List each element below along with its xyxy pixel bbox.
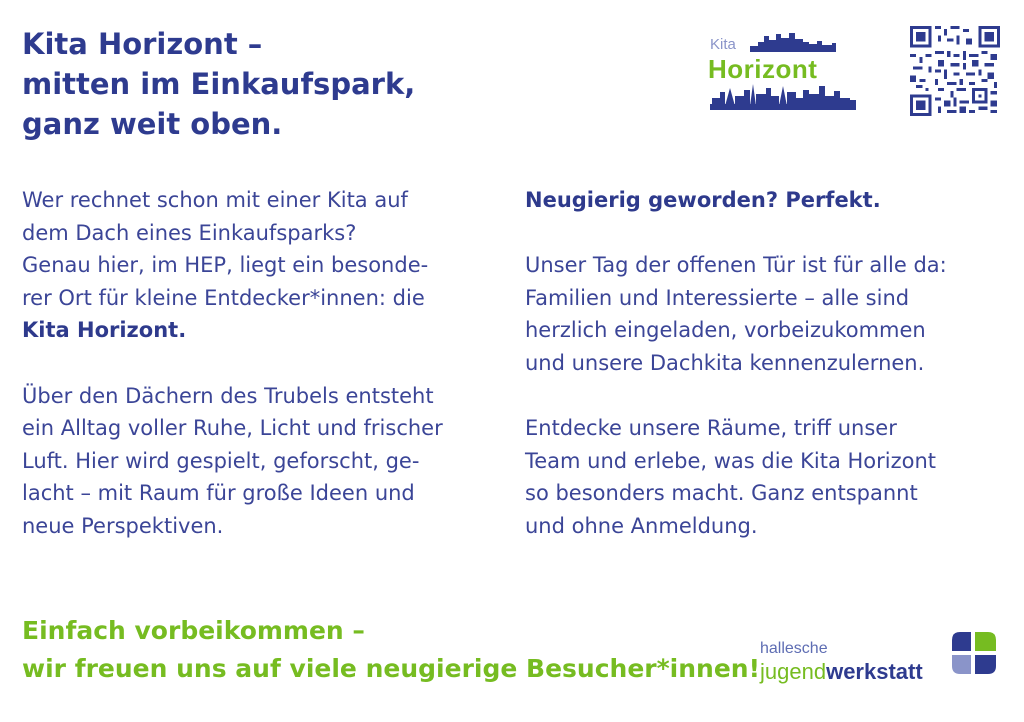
right-p1-line: herzlich eingeladen, vorbeizukommen — [525, 318, 926, 343]
right-p2-line: und ohne Anmeldung. — [525, 513, 758, 538]
org-logo-wordmark — [760, 659, 923, 685]
right-p2-line: Entdecke unsere Räume, triff unser — [525, 416, 897, 441]
left-paragraph-1 — [22, 184, 502, 347]
left-p2-line: ein Alltag voller Ruhe, Licht und frischer — [22, 416, 443, 441]
right-p1-line: Familien und Interessierte – alle sind — [525, 285, 910, 310]
kita-horizont-logo — [706, 30, 858, 114]
left-p2-line: lacht – mit Raum für große Ideen und — [22, 481, 415, 506]
headline-line-2: mitten im Einkaufspark, — [22, 67, 416, 101]
left-p2-line: Luft. Hier wird gespielt, geforscht, ge- — [22, 448, 420, 473]
left-p1-line: Wer rechnet schon mit einer Kita auf — [22, 188, 408, 212]
footer-callout — [22, 612, 760, 688]
right-p1-line: und unsere Dachkita kennenzulernen. — [525, 350, 925, 375]
left-p1-line: rer Ort für kleine Entdecker*innen: die — [22, 285, 425, 310]
left-p1-line: dem Dach eines Einkaufsparks? — [22, 220, 357, 245]
headline-line-3: ganz weit oben. — [22, 107, 283, 141]
left-p1-line: Genau hier, im HEP, liegt ein besonde- — [22, 253, 429, 278]
right-column — [525, 184, 1005, 543]
right-p2-line: Team und erlebe, was die Kita Horizont — [525, 448, 937, 473]
left-column — [22, 184, 502, 543]
right-paragraph-2 — [525, 412, 1005, 542]
headline — [22, 24, 415, 144]
right-p1-line: Unser Tag der offenen Tür ist für alle da: — [525, 253, 947, 278]
kita-horizont-emphasis: Kita Horizont. — [22, 318, 187, 343]
org-logo-part-2: werkstatt — [826, 659, 923, 684]
kita-logo-small-text: Kita — [710, 36, 736, 53]
footer-line-2: wir freuen uns auf viele neugierige Besucher*innen! — [22, 654, 761, 683]
right-heading: Neugierig geworden? Perfekt. — [525, 188, 881, 212]
kita-logo-big-text: Horizont — [708, 54, 818, 84]
qr-code-icon — [910, 26, 1000, 116]
right-p2-line: so besonders macht. Ganz entspannt — [525, 481, 918, 506]
windows-squares-icon — [950, 630, 998, 682]
left-paragraph-2 — [22, 380, 502, 543]
headline-line-1: Kita Horizont – — [22, 27, 263, 61]
left-p2-line: Über den Dächern des Trubels entsteht — [22, 383, 434, 408]
footer-line-1: Einfach vorbeikommen – — [22, 616, 365, 645]
org-logo-part-1: jugend — [760, 659, 827, 684]
hallesche-jugendwerkstatt-logo — [760, 630, 1005, 690]
left-p2-line: neue Perspektiven. — [22, 513, 224, 538]
org-logo-small-text: hallesche — [760, 640, 828, 657]
right-paragraph-1 — [525, 249, 1005, 379]
